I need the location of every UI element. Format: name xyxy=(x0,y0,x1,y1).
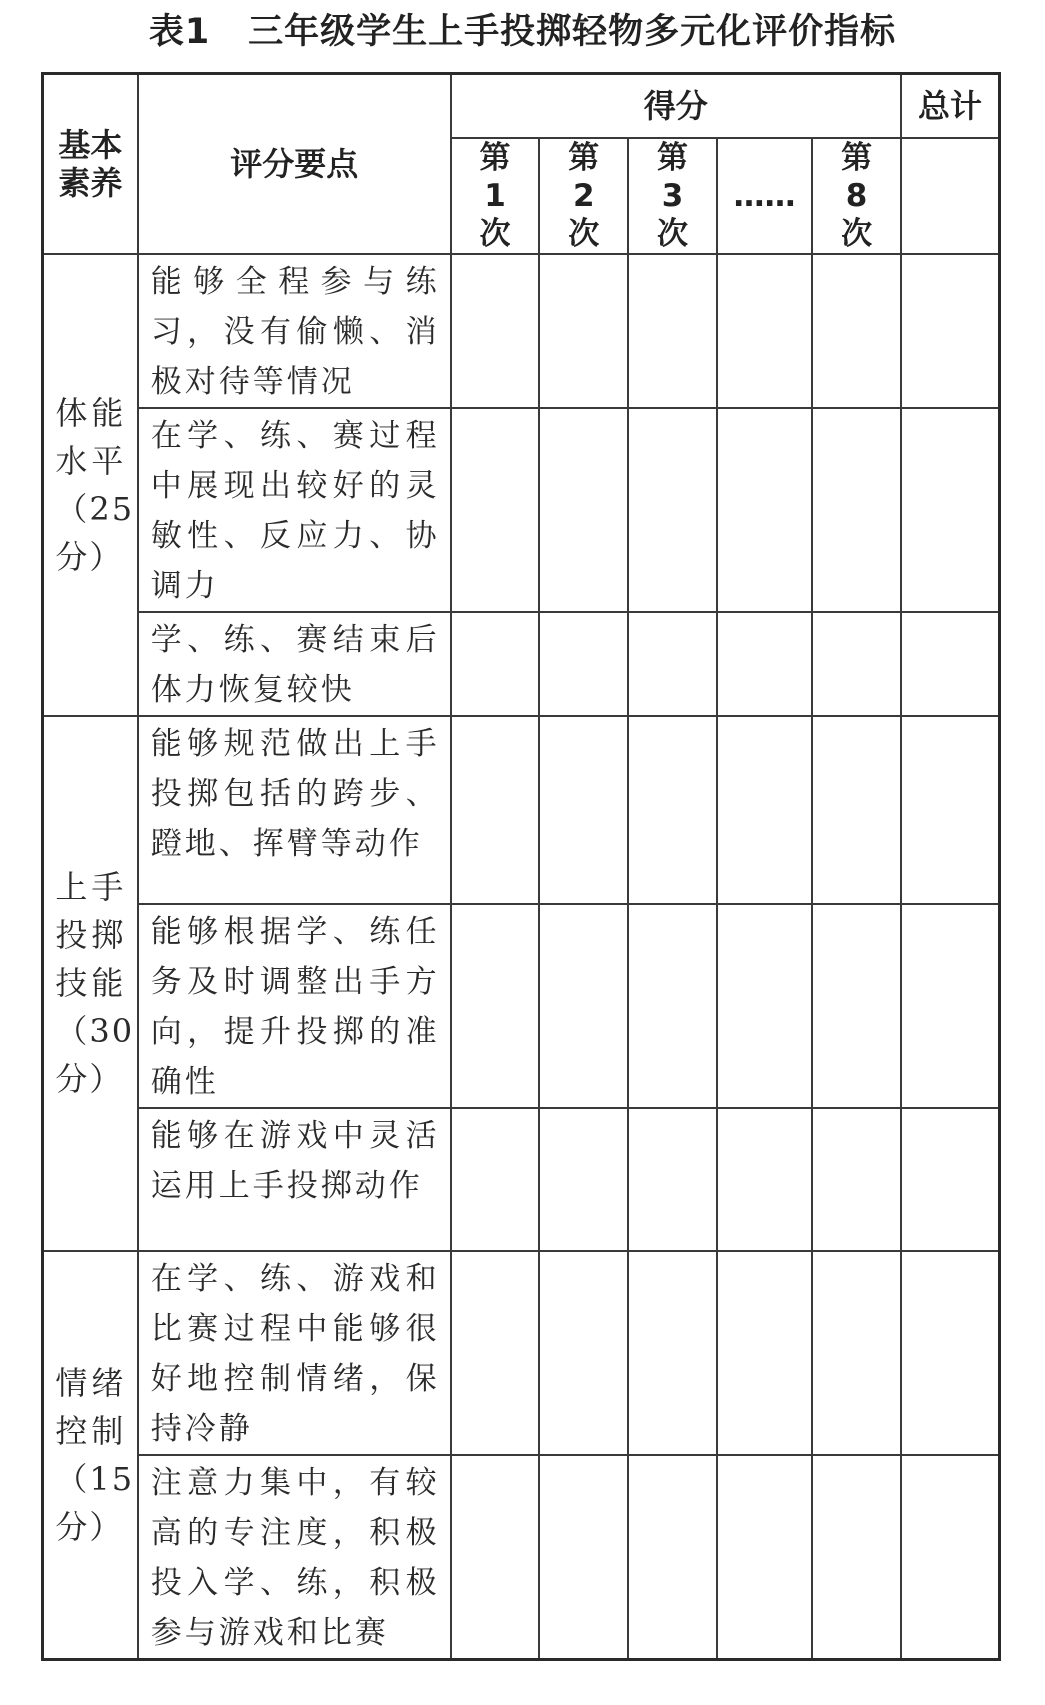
score-cell[interactable] xyxy=(451,1108,540,1251)
header-round-8: 第8次 xyxy=(812,138,901,254)
header-round-3: 第3次 xyxy=(628,138,717,254)
score-cell[interactable] xyxy=(539,254,628,408)
table-row xyxy=(43,1455,1000,1660)
score-cell[interactable] xyxy=(628,612,717,716)
score-cell[interactable] xyxy=(628,1251,717,1455)
header-round-1: 第1次 xyxy=(451,138,540,254)
score-cell[interactable] xyxy=(451,612,540,716)
score-cell[interactable] xyxy=(628,904,717,1108)
score-cell[interactable] xyxy=(717,716,812,904)
total-cell[interactable] xyxy=(901,716,1000,904)
total-cell[interactable] xyxy=(901,408,1000,612)
score-cell[interactable] xyxy=(451,254,540,408)
score-cell[interactable] xyxy=(717,408,812,612)
total-cell[interactable] xyxy=(901,1108,1000,1251)
header-row-1 xyxy=(43,74,1000,138)
category-emotion-control: 情绪控制（15分） xyxy=(43,1251,138,1660)
score-cell[interactable] xyxy=(451,1455,540,1660)
score-cell[interactable] xyxy=(451,408,540,612)
scoring-point: 能够根据学、练任务及时调整出手方向，提升投掷的准确性 xyxy=(138,904,451,1108)
score-cell[interactable] xyxy=(717,254,812,408)
table-row xyxy=(43,408,1000,612)
score-cell[interactable] xyxy=(812,612,901,716)
scoring-point: 能够规范做出上手投掷包括的跨步、蹬地、挥臂等动作 xyxy=(138,716,451,904)
score-cell[interactable] xyxy=(451,716,540,904)
header-total-blank xyxy=(901,138,1000,254)
scoring-point: 注意力集中，有较高的专注度，积极投入学、练，积极参与游戏和比赛 xyxy=(138,1455,451,1660)
score-cell[interactable] xyxy=(628,408,717,612)
score-cell[interactable] xyxy=(717,904,812,1108)
score-cell[interactable] xyxy=(628,1108,717,1251)
table-row xyxy=(43,904,1000,1108)
score-cell[interactable] xyxy=(717,1251,812,1455)
header-round-ellipsis: …… xyxy=(717,138,812,254)
table-row xyxy=(43,1251,1000,1455)
header-scoring-points: 评分要点 xyxy=(138,74,451,254)
header-score: 得分 xyxy=(451,74,901,138)
score-cell[interactable] xyxy=(812,1251,901,1455)
table-row xyxy=(43,612,1000,716)
scoring-point: 学、练、赛结束后体力恢复较快 xyxy=(138,612,451,716)
score-cell[interactable] xyxy=(812,904,901,1108)
score-cell[interactable] xyxy=(539,612,628,716)
total-cell[interactable] xyxy=(901,612,1000,716)
total-cell[interactable] xyxy=(901,1251,1000,1455)
score-cell[interactable] xyxy=(628,1455,717,1660)
header-basic-quality: 基本素养 xyxy=(43,74,138,254)
table-row xyxy=(43,716,1000,904)
header-total: 总计 xyxy=(901,74,1000,138)
score-cell[interactable] xyxy=(717,1108,812,1251)
table-title xyxy=(0,4,1045,54)
scoring-point: 能够在游戏中灵活运用上手投掷动作 xyxy=(138,1108,451,1251)
score-cell[interactable] xyxy=(717,612,812,716)
score-cell[interactable] xyxy=(539,904,628,1108)
score-cell[interactable] xyxy=(812,408,901,612)
score-cell[interactable] xyxy=(628,716,717,904)
total-cell[interactable] xyxy=(901,904,1000,1108)
header-round-2: 第2次 xyxy=(539,138,628,254)
score-cell[interactable] xyxy=(539,408,628,612)
table-row xyxy=(43,1108,1000,1251)
table-caption: 三年级学生上手投掷轻物多元化评价指标 xyxy=(248,12,897,52)
scoring-point: 能够全程参与练习，没有偷懒、消极对待等情况 xyxy=(138,254,451,408)
score-cell[interactable] xyxy=(451,904,540,1108)
score-cell[interactable] xyxy=(539,1455,628,1660)
score-cell[interactable] xyxy=(539,716,628,904)
table-row xyxy=(43,254,1000,408)
score-cell[interactable] xyxy=(451,1251,540,1455)
scoring-point: 在学、练、游戏和比赛过程中能够很好地控制情绪，保持冷静 xyxy=(138,1251,451,1455)
score-cell[interactable] xyxy=(717,1455,812,1660)
table-number: 表1 xyxy=(148,12,211,52)
score-cell[interactable] xyxy=(539,1251,628,1455)
score-cell[interactable] xyxy=(812,1108,901,1251)
score-cell[interactable] xyxy=(812,716,901,904)
score-cell[interactable] xyxy=(812,1455,901,1660)
score-cell[interactable] xyxy=(539,1108,628,1251)
scoring-point: 在学、练、赛过程中展现出较好的灵敏性、反应力、协调力 xyxy=(138,408,451,612)
category-overhand-throw: 上手投掷技能（30分） xyxy=(43,716,138,1251)
evaluation-table xyxy=(41,72,1001,1661)
category-physical: 体能水平（25分） xyxy=(43,254,138,716)
score-cell[interactable] xyxy=(628,254,717,408)
total-cell[interactable] xyxy=(901,1455,1000,1660)
total-cell[interactable] xyxy=(901,254,1000,408)
score-cell[interactable] xyxy=(812,254,901,408)
